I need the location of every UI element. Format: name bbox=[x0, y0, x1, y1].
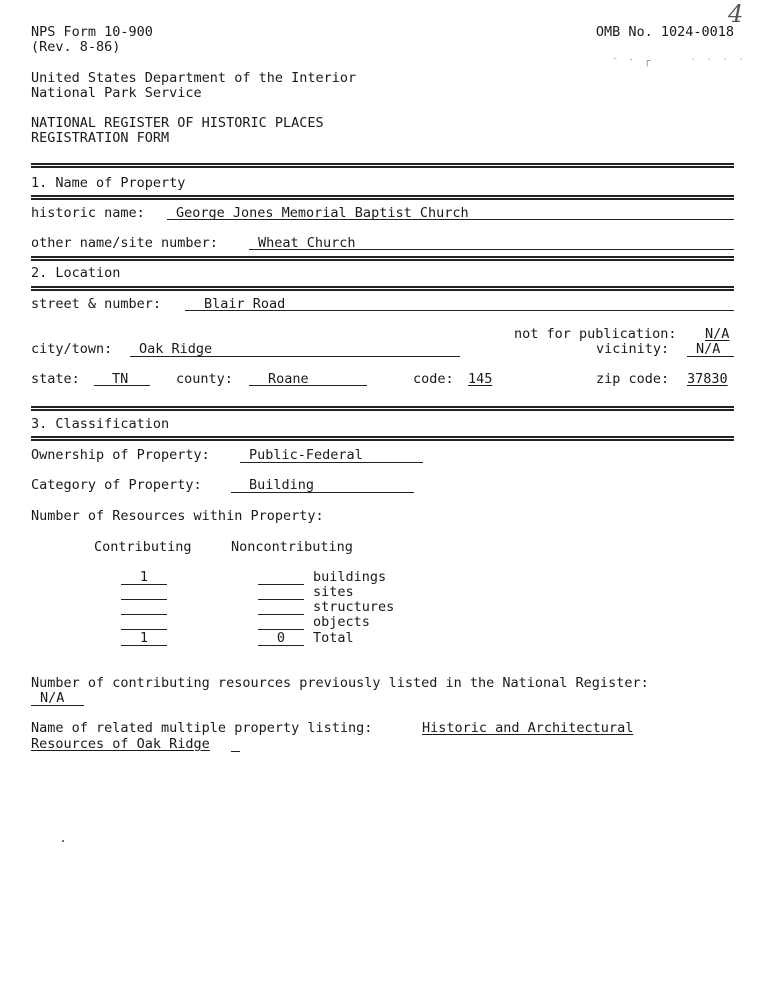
department: United States Department of the Interior bbox=[31, 70, 357, 86]
field-underline bbox=[258, 614, 304, 615]
multiple-property-listing-value-cont[interactable]: Resources of Oak Ridge bbox=[31, 736, 210, 752]
contributing-count[interactable]: 1 bbox=[139, 569, 149, 585]
street-label: street & number: bbox=[31, 296, 162, 312]
section-divider bbox=[31, 163, 734, 168]
previously-listed-value[interactable]: N/A bbox=[40, 690, 65, 706]
section-divider bbox=[31, 286, 734, 291]
city-label: city/town: bbox=[31, 341, 113, 357]
resource-type-label: buildings bbox=[313, 569, 387, 585]
zip-label: zip code: bbox=[596, 371, 670, 387]
form-revision: (Rev. 8-86) bbox=[31, 39, 121, 55]
multiple-property-listing-value[interactable]: Historic and Architectural bbox=[422, 720, 634, 736]
form-number: NPS Form 10-900 bbox=[31, 24, 153, 40]
field-underline bbox=[185, 310, 734, 311]
category-label: Category of Property: bbox=[31, 477, 202, 493]
field-underline bbox=[121, 614, 167, 615]
vicinity-value[interactable]: N/A bbox=[696, 341, 721, 357]
resource-type-label: sites bbox=[313, 584, 354, 600]
form-title: REGISTRATION FORM bbox=[31, 130, 170, 146]
noncontributing-column-header: Noncontributing bbox=[231, 539, 353, 555]
scan-speck: ˙ ˙ ˙ ˙ bbox=[690, 58, 747, 69]
category-value[interactable]: Building bbox=[249, 477, 315, 493]
field-underline bbox=[687, 356, 734, 357]
field-underline bbox=[249, 249, 734, 250]
field-underline bbox=[121, 599, 167, 600]
state-value[interactable]: TN bbox=[112, 371, 129, 387]
ownership-value[interactable]: Public-Federal bbox=[249, 447, 363, 463]
section1-heading: 1. Name of Property bbox=[31, 175, 186, 191]
previously-listed-label: Number of contributing resources previously listed in the National Register: bbox=[31, 675, 649, 691]
multiple-property-listing-label: Name of related multiple property listing: bbox=[31, 720, 373, 736]
field-underline bbox=[258, 599, 304, 600]
other-name-value[interactable]: Wheat Church bbox=[258, 235, 356, 251]
omb-number: OMB No. 1024-0018 bbox=[595, 24, 734, 40]
total-contributing-count[interactable]: 1 bbox=[139, 630, 149, 646]
field-underline bbox=[167, 219, 734, 220]
register-title: NATIONAL REGISTER OF HISTORIC PLACES bbox=[31, 115, 324, 131]
field-underline bbox=[249, 385, 367, 386]
not-for-publication-value[interactable]: N/A bbox=[705, 326, 730, 342]
field-underline bbox=[121, 645, 167, 646]
field-underline bbox=[231, 751, 240, 752]
total-noncontributing-count[interactable]: 0 bbox=[276, 630, 286, 646]
section3-heading: 3. Classification bbox=[31, 416, 170, 432]
field-underline bbox=[240, 462, 423, 463]
field-underline bbox=[130, 356, 460, 357]
handwritten-mark: 4 bbox=[728, 0, 744, 28]
other-name-label: other name/site number: bbox=[31, 235, 218, 251]
zip-value[interactable]: 37830 bbox=[687, 371, 728, 387]
county-value[interactable]: Roane bbox=[268, 371, 309, 387]
not-for-publication-label: not for publication: bbox=[514, 326, 677, 342]
agency: National Park Service bbox=[31, 85, 202, 101]
street-value[interactable]: Blair Road bbox=[204, 296, 286, 312]
section-divider bbox=[31, 195, 734, 200]
field-underline bbox=[31, 705, 84, 706]
field-underline bbox=[258, 584, 304, 585]
code-label: code: bbox=[413, 371, 454, 387]
vicinity-label: vicinity: bbox=[596, 341, 670, 357]
section2-heading: 2. Location bbox=[31, 265, 121, 281]
section-divider bbox=[31, 406, 734, 411]
city-value[interactable]: Oak Ridge bbox=[139, 341, 213, 357]
field-underline bbox=[258, 645, 304, 646]
field-underline bbox=[121, 584, 167, 585]
section-divider bbox=[31, 436, 734, 441]
historic-name-value[interactable]: George Jones Memorial Baptist Church bbox=[176, 205, 469, 221]
historic-name-label: historic name: bbox=[31, 205, 145, 221]
resource-type-label: structures bbox=[313, 599, 395, 615]
resources-label: Number of Resources within Property: bbox=[31, 508, 324, 524]
contributing-column-header: Contributing bbox=[94, 539, 192, 555]
resource-type-label: Total bbox=[313, 630, 354, 646]
resource-type-label: objects bbox=[313, 614, 370, 630]
field-underline bbox=[231, 492, 414, 493]
scan-speck bbox=[62, 840, 64, 842]
code-value[interactable]: 145 bbox=[468, 371, 493, 387]
scan-speck: ⁻ ˑ ┌ bbox=[612, 56, 653, 67]
section-divider bbox=[31, 256, 734, 261]
county-label: county: bbox=[176, 371, 233, 387]
ownership-label: Ownership of Property: bbox=[31, 447, 210, 463]
field-underline bbox=[94, 385, 150, 386]
state-label: state: bbox=[31, 371, 80, 387]
